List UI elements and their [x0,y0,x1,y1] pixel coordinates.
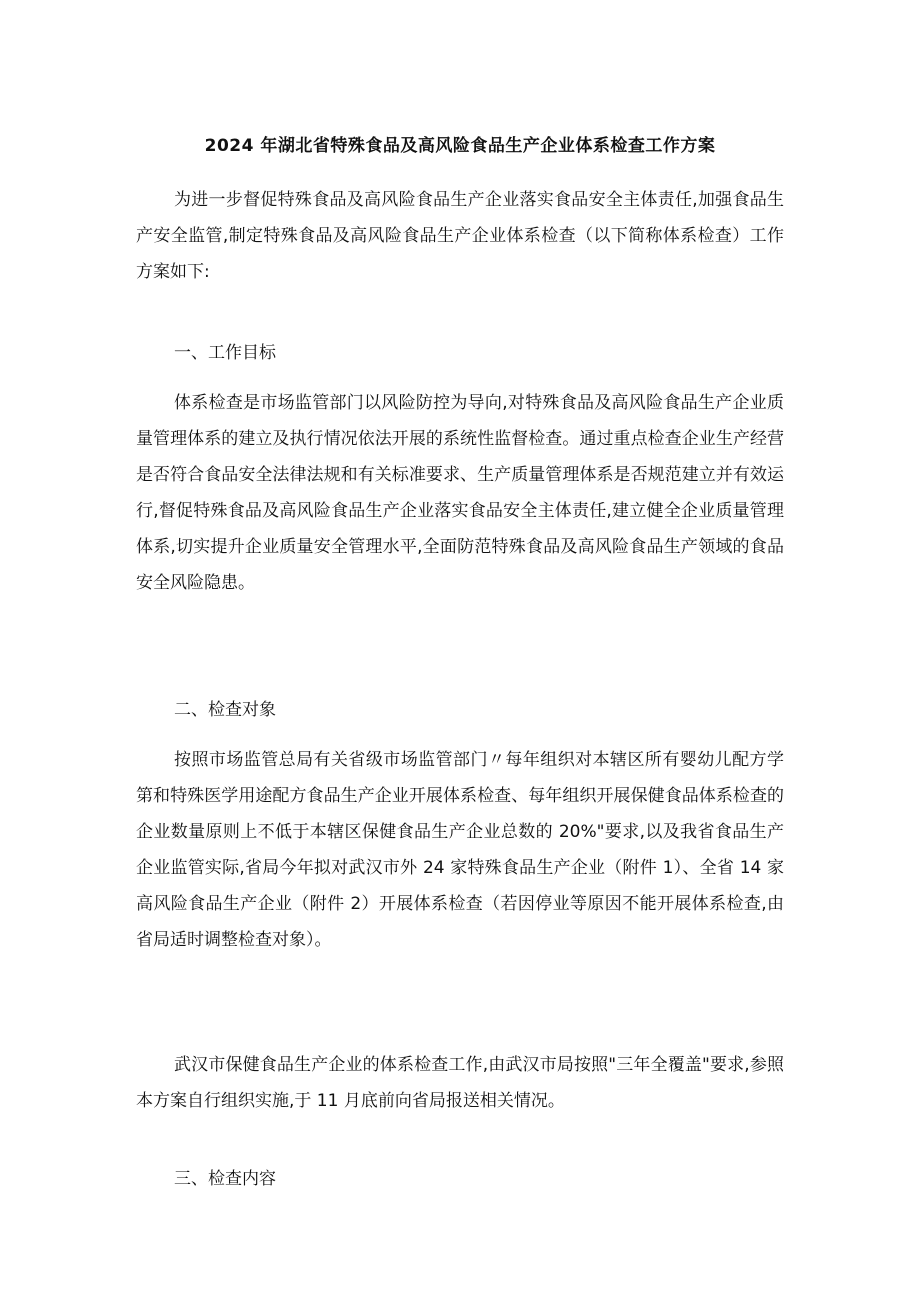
section-heading-content: 三、检查内容 [174,1169,276,1189]
section-targets-paragraph-2: 武汉市保健食品生产企业的体系检查工作,由武汉市局按照"三年全覆盖"要求,参照本方案自行组织实施,于 11 月底前向省局报送相关情况。 [136,1055,784,1111]
document-title: 2024 年湖北省特殊食品及高风险食品生产企业体系检查工作方案 [204,136,716,156]
intro-paragraph: 为进一步督促特殊食品及高风险食品生产企业落实食品安全主体责任,加强食品生产安全监管,制定特殊食品及高风险食品生产企业体系检查（以下简称体系检查）工作方案如下: [136,190,784,282]
section-heading-goals: 一、工作目标 [174,343,276,363]
section-targets-paragraph-1: 按照市场监管总局有关省级市场监管部门〃每年组织对本辖区所有婴幼儿配方学第和特殊医学用途配方食品生产企业开展体系检查、每年组织开展保健食品体系检查的企业数量原则上不低于本辖区保健食品生产企业总数的 20%"要求,以及我省食品生产企业监管实际,省局今年拟对武汉市外 24 家特殊食品生产企业（附件 1）、全省 14 家高风险食品生产企业（附件 2）开展体系检查（若因停业等原因不能开展体系检查,由省局适时调整检查对象）。 [136,750,784,950]
section-goals-paragraph: 体系检查是市场监管部门以风险防控为导向,对特殊食品及高风险食品生产企业质量管理体系的建立及执行情况依法开展的系统性监督检查。通过重点检查企业生产经营是否符合食品安全法律法规和有关标准要求、生产质量管理体系是否规范建立并有效运行,督促特殊食品及高风险食品生产企业落实食品安全主体责任,建立健全企业质量管理体系,切实提升企业质量安全管理水平,全面防范特殊食品及高风险食品生产领域的食品安全风险隐患。 [136,393,784,593]
section-heading-targets: 二、检查对象 [174,700,276,720]
